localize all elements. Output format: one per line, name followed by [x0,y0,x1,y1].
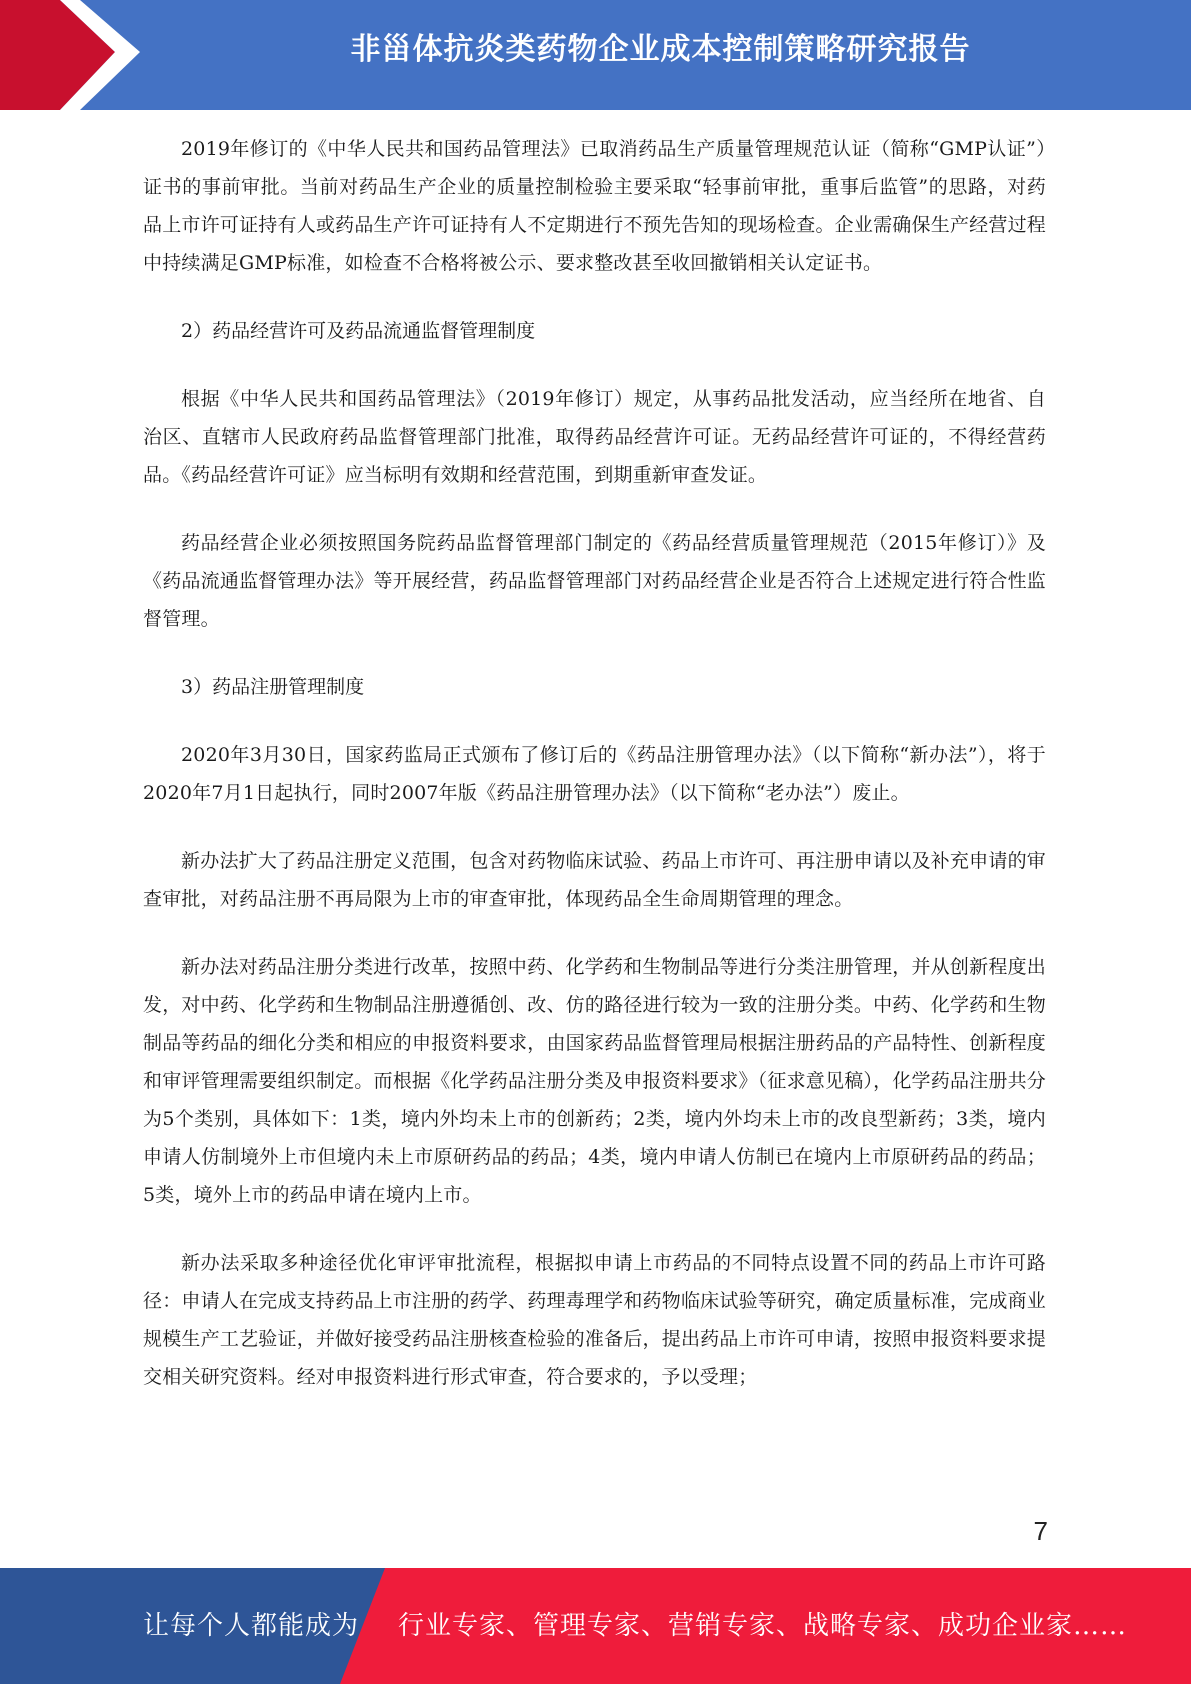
red-chevron-icon [0,0,160,110]
footer-slogan-right: 行业专家、管理专家、营销专家、战略专家、成功企业家…… [398,1611,1128,1641]
section-heading-drug-registration: 3）药品注册管理制度 [181,676,365,698]
page-number: 7 [1033,1516,1048,1546]
paragraph-new-regulation-issued: 2020年3月30日，国家药监局正式颁布了修订后的《药品注册管理办法》（以下简称“新办法”），将于2020年7月1日起执行，同时2007年版《药品注册管理办法》（以下简称“老办法”）废止。 [143,744,1046,804]
footer-slogan-left: 让每个人都能成为 [143,1611,360,1641]
document-body [143,130,1046,1426]
report-title: 非甾体抗炎类药物企业成本控制策略研究报告 [350,32,971,67]
paragraph-registration-scope: 新办法扩大了药品注册定义范围，包含对药物临床试验、药品上市许可、再注册申请以及补充申请的审查审批，对药品注册不再局限为上市的审查审批，体现药品全生命周期管理的理念。 [143,850,1046,910]
page-footer [0,1568,1191,1684]
paragraph-business-license: 根据《中华人民共和国药品管理法》（2019年修订）规定，从事药品批发活动，应当经所在地省、自治区、直辖市人民政府药品监督管理部门批准，取得药品经营许可证。无药品经营许可证的，不得经营药品。《药品经营许可证》应当标明有效期和经营范围，到期重新审查发证。 [143,388,1046,486]
paragraph-registration-classification: 新办法对药品注册分类进行改革，按照中药、化学药和生物制品等进行分类注册管理，并从创新程度出发，对中药、化学药和生物制品注册遵循创、改、仿的路径进行较为一致的注册分类。中药、化学药和生物制品等药品的细化分类和相应的申报资料要求，由国家药品监督管理局根据注册药品的产品特性、创新程度和审评管理需要组织制定。而根据《化学药品注册分类及申报资料要求》（征求意见稿），化学药品注册共分为5个类别，具体如下：1类，境内外均未上市的创新药；2类，境内外均未上市的改良型新药；3类，境内申请人仿制境外上市但境内未上市原研药品的药品；4类，境内申请人仿制已在境内上市原研药品的药品；5类，境外上市的药品申请在境内上市。 [143,956,1046,1206]
paragraph-gmp-certification: 2019年修订的《中华人民共和国药品管理法》已取消药品生产质量管理规范认证（简称“GMP认证”）证书的事前审批。当前对药品生产企业的质量控制检验主要采取“轻事前审批，重事后监管”的思路，对药品上市许可证持有人或药品生产许可证持有人不定期进行不预先告知的现场检查。企业需确保生产经营过程中持续满足GMP标准，如检查不合格将被公示、要求整改甚至收回撤销相关认定证书。 [143,138,1046,274]
page-header [0,0,1191,110]
paragraph-gsp-compliance: 药品经营企业必须按照国务院药品监督管理部门制定的《药品经营质量管理规范（2015年修订）》及《药品流通监督管理办法》等开展经营，药品监督管理部门对药品经营企业是否符合上述规定进行符合性监督管理。 [143,532,1046,630]
section-heading-drug-distribution: 2）药品经营许可及药品流通监督管理制度 [181,320,536,342]
paragraph-approval-process: 新办法采取多种途径优化审评审批流程，根据拟申请上市药品的不同特点设置不同的药品上市许可路径：申请人在完成支持药品上市注册的药学、药理毒理学和药物临床试验等研究，确定质量标准，完成商业规模生产工艺验证，并做好接受药品注册核查检验的准备后，提出药品上市许可申请，按照申报资料要求提交相关研究资料。经对申报资料进行形式审查，符合要求的，予以受理； [143,1252,1046,1388]
